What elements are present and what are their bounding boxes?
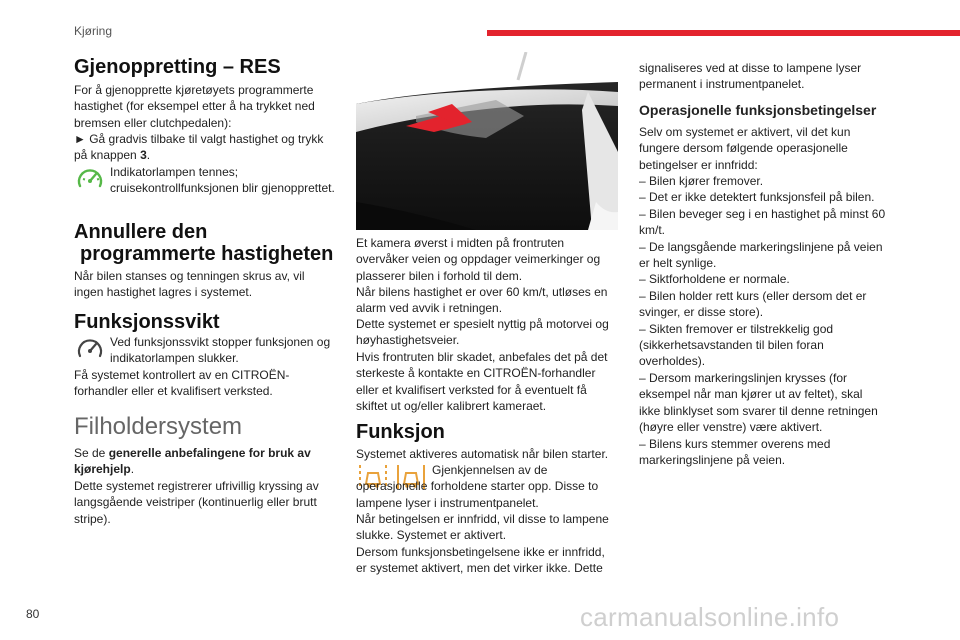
- function-paragraph-4: Dersom funksjonsbetingelsene ikke er innfridd, er systemet aktivert, men det virker ikke. Dette: [356, 545, 605, 576]
- list-item: – Sikten fremover er tilstrekkelig god (sikkerhetsavstanden til bilen foran overholdes).: [639, 321, 834, 369]
- cruise-lamp-fault-icon: [74, 334, 106, 371]
- list-item: – Siktforholdene er normale.: [639, 272, 790, 287]
- res-heading: Gjenoppretting – RES: [74, 56, 281, 78]
- list-item: – Bilen beveger seg i en hastighet på minst 60 km/t.: [639, 206, 886, 238]
- fault-heading: Funksjonssvikt: [74, 311, 220, 333]
- page-number: 80: [26, 607, 40, 621]
- fault-paragraph-2: Få systemet kontrollert av en CITROËN-forhandler eller et kvalifisert verksted.: [74, 368, 290, 399]
- fault-block: [74, 334, 336, 367]
- camera-paragraph-1: Et kamera øverst i midten på frontruten overvåker veien og oppdager veimerkinger og plasserer bilen i forhold til dem.: [356, 236, 601, 283]
- header-accent-bar: [487, 30, 960, 36]
- lane-paragraph-2: Dette systemet registrerer ufrivillig kryssing av langsgående veistriper (kontinuerlig eller brutt stripe).: [74, 479, 319, 526]
- list-item: – Bilen kjører fremover.: [639, 174, 764, 188]
- function-paragraph-3: Når betingelsen er innfridd, vil disse to lampene slukke. Systemet er aktivert.: [356, 512, 609, 543]
- list-item: – Bilens kurs stemmer overens med markeringslinjene på veien.: [639, 436, 831, 467]
- lane-heading: Filholdersystem: [74, 413, 243, 440]
- cancel-heading-line-2: programmerte hastigheten: [80, 243, 334, 265]
- function-paragraph-1: Systemet aktiveres automatisk når bilen starter.: [356, 447, 609, 461]
- camera-paragraph-3: Dette systemet er spesielt nyttig på motorvei og høyhastighetsveier.: [356, 317, 609, 348]
- cruise-lamp-green-icon: [74, 164, 106, 201]
- res-lamp-text: Indikatorlampen tennes; cruisekontrollfunksjonen blir gjenopprettet.: [110, 165, 335, 196]
- list-item: – Det er ikke detektert funksjonsfeil på bilen.: [639, 190, 875, 205]
- list-item: – Dersom markeringslinjen krysses (for eksempel når man kjører ut av feltet), skal ikke blinklyset som svarer til denne retningen (høyre eller venstre) være aktivert.: [639, 370, 878, 435]
- res-lamp-block: [74, 164, 336, 197]
- camera-paragraph-4: Hvis frontruten blir skadet, anbefales det på det sterkeste å kontakte en CITROËN-forhandler eller et kvalifisert verksted for å eventuelt få skiftet ut og/eller kalibrert kameraet.: [356, 350, 608, 414]
- res-step-end: .: [146, 148, 151, 163]
- res-step-key: 3: [140, 148, 147, 163]
- camera-paragraph-2: Når bilens hastighet er over 60 km/t, utløses en alarm ved avvik i retningen.: [356, 285, 608, 316]
- continuation-paragraph: signaliseres ved at disse to lampene lyser permanent i instrumentpanelet.: [639, 61, 862, 92]
- cancel-heading-line-1: Annullere den: [74, 221, 208, 243]
- fault-paragraph: Ved funksjonssvikt stopper funksjonen og indikatorlampen slukker.: [110, 335, 331, 366]
- conditions-heading: Operasjonelle funksjonsbetingelser: [639, 102, 877, 118]
- res-step-text: ► Gå gradvis tilbake til valgt hastighet og trykk på knappen: [74, 132, 324, 163]
- conditions-intro: Selv om systemet er aktivert, vil det kun fungere dersom følgende operasjonelle betingelser er innfridd:: [639, 125, 851, 172]
- cancel-heading: [74, 221, 336, 265]
- list-item: – Bilen holder rett kurs (eller dersom det er svinger, er disse store).: [639, 288, 867, 320]
- function-heading: Funksjon: [356, 421, 445, 443]
- list-item: – De langsgående markeringslinjene på veien er helt synlige.: [639, 239, 883, 271]
- function-paragraph-2: Gjenkjennelsen av de operasjonelle forholdene starter opp. Disse to lampene lyser i instrumentpanelet.: [356, 463, 599, 510]
- watermark: carmanualsonline.info: [580, 602, 840, 632]
- windshield-camera-photo: [356, 52, 618, 230]
- lane-paragraph-1: Se de generelle anbefalingene for bruk av kjørehjelp.: [74, 446, 311, 477]
- conditions-list: [639, 173, 887, 468]
- res-paragraph: For å gjenopprette kjøretøyets programmerte hastighet (for eksempel etter å ha trykket ned bremsen eller clutchpedalen):: [74, 83, 315, 130]
- res-step: [74, 131, 336, 164]
- section-header: Kjøring: [74, 24, 113, 38]
- cancel-paragraph: Når bilen stanses og tenningen skrus av, vil ingen hastighet lagres i systemet.: [74, 269, 305, 300]
